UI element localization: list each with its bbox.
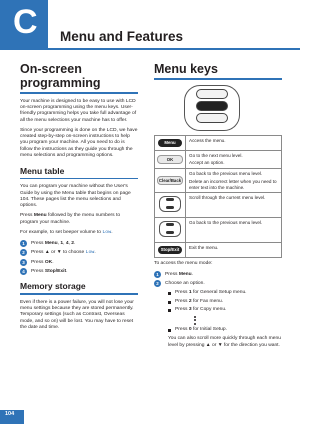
text-run: . xyxy=(191,271,194,277)
desc-cell xyxy=(186,218,282,243)
text-run: . xyxy=(94,250,96,255)
table-row xyxy=(155,135,282,150)
step-number: 3 xyxy=(20,259,27,266)
page-number: 104 xyxy=(5,411,15,417)
chapter-letter: C xyxy=(13,3,38,41)
step-4 xyxy=(20,268,138,275)
menu-table-paragraph-3: For example, to set beeper volume to Low. xyxy=(20,229,113,235)
key-description: Go to the next menu level. xyxy=(189,152,243,158)
key-ref: 2 xyxy=(71,240,75,246)
menu-table-paragraph-2 xyxy=(20,213,138,226)
scroll-tip-paragraph: You can also scroll more quickly through each menu level by pressing ▲ or ▼ for the direction you want. xyxy=(168,336,281,348)
bullet-text xyxy=(175,299,223,306)
up-key-mark xyxy=(166,223,174,226)
table-row xyxy=(155,150,282,169)
key-description: Exit the menu. xyxy=(189,245,219,251)
ellipsis-dots xyxy=(194,316,198,325)
key-description: Delete an incorrect letter when you need to enter text into the machine. xyxy=(189,178,277,190)
key-cell xyxy=(155,218,186,243)
desc-cell xyxy=(186,135,282,150)
section-rule xyxy=(20,178,138,180)
key-cell xyxy=(155,150,186,169)
option-bullet xyxy=(168,327,282,334)
desc-cell xyxy=(186,150,282,169)
desc-cell xyxy=(186,193,282,218)
bullet-marker xyxy=(168,309,171,312)
menu-key-ref: Menu xyxy=(33,213,47,219)
text-run: , xyxy=(68,240,72,246)
section-rule xyxy=(154,78,282,80)
key-description: Accept an option. xyxy=(189,160,225,166)
menu-keys-heading: Menu keys xyxy=(154,62,218,76)
step-1 xyxy=(20,240,138,247)
down-key-illustration xyxy=(196,113,228,123)
clear-back-key-icon: Clear/Back xyxy=(158,178,182,184)
key-ref: 2 xyxy=(188,298,192,304)
step-3 xyxy=(20,259,138,266)
text-run: . xyxy=(52,259,54,265)
step-2 xyxy=(20,249,138,256)
bullet-text xyxy=(175,327,227,334)
text-run: for Copy menu. xyxy=(191,307,227,313)
intro-paragraph-1: Your machine is designed to be easy to use with LCD on-screen programming using the menu keys. User-friendly programming helps you take full advantage of all the menu selections your machine has to offer. xyxy=(20,98,137,123)
up-key-illustration xyxy=(196,89,228,99)
key-description: Go back to the previous menu level. xyxy=(189,220,263,226)
desc-cell xyxy=(186,243,282,258)
key-cell xyxy=(155,243,186,258)
text-run: , xyxy=(57,240,61,246)
key-ref: Menu xyxy=(44,240,58,246)
text-run: Press ▲ or ▼ to choose xyxy=(31,250,86,255)
key-ref: 4 xyxy=(65,240,69,246)
table-row xyxy=(155,243,282,258)
step-number: 4 xyxy=(20,268,27,275)
key-description: Go back to the previous menu level. xyxy=(189,171,263,177)
down-key-mark xyxy=(166,206,174,209)
step-number: 1 xyxy=(154,271,161,278)
key-ref: Stop/Exit xyxy=(44,269,67,274)
option-bullet xyxy=(168,299,282,306)
bullet-marker xyxy=(168,292,171,295)
left-column xyxy=(20,62,138,335)
step-number: 1 xyxy=(20,240,27,247)
step-text xyxy=(31,259,54,266)
key-ref: Menu xyxy=(178,271,192,277)
text-run: Press xyxy=(175,298,189,304)
text-run: for Initial Setup. xyxy=(191,326,227,332)
text-run: Press xyxy=(20,213,34,219)
bullet-text xyxy=(175,307,226,314)
text-run: Press xyxy=(165,271,179,277)
option-bullet xyxy=(168,307,282,314)
tab-divider xyxy=(48,0,50,48)
key-ref: 1 xyxy=(60,240,64,246)
key-ref: OK xyxy=(44,259,53,265)
desc-cell xyxy=(186,169,282,193)
bullet-marker xyxy=(168,301,171,304)
lcd-text: Low xyxy=(85,250,95,255)
access-step-2 xyxy=(154,280,282,287)
ok-key-illustration xyxy=(196,101,228,111)
back-keys-icon xyxy=(159,221,181,237)
step-text xyxy=(31,240,75,247)
step-text xyxy=(31,268,67,275)
text-run: , xyxy=(63,240,66,246)
key-ref: 0 xyxy=(188,326,192,332)
scroll-keys-icon xyxy=(159,196,181,212)
menu-table-paragraph-1: You can program your machine without the User's Guide by using the Menu table that begins on page 104. These pages list the menu selections and options. xyxy=(20,184,131,209)
menu-key-icon: Menu xyxy=(158,139,182,147)
step-number: 2 xyxy=(20,249,27,256)
text-run: Press xyxy=(31,269,45,274)
key-description: Access the menu. xyxy=(189,137,226,143)
section-rule xyxy=(20,293,138,295)
key-description: Scroll through the current menu level. xyxy=(189,195,266,201)
text-run: for Fax menu. xyxy=(191,298,224,304)
down-key-mark xyxy=(166,231,174,234)
text-run: . xyxy=(74,240,76,246)
chapter-tab xyxy=(0,0,48,48)
right-column xyxy=(154,62,282,353)
step-text xyxy=(165,271,193,278)
keypad-illustration xyxy=(184,85,238,131)
access-menu-text: To access the menu mode: xyxy=(154,261,213,267)
key-ref: 1 xyxy=(188,289,192,295)
table-row xyxy=(155,169,282,193)
text-run: Press xyxy=(175,289,189,295)
up-key-mark xyxy=(166,198,174,201)
key-ref: 3 xyxy=(188,307,192,313)
menu-table-heading: Menu table xyxy=(20,165,65,176)
bullet-text xyxy=(175,290,247,297)
step-text xyxy=(31,249,96,256)
key-cell xyxy=(155,135,186,150)
memory-storage-heading: Memory storage xyxy=(20,281,86,291)
text-run: . xyxy=(66,269,68,274)
ok-key-icon: OK xyxy=(157,155,183,164)
bullet-marker xyxy=(168,329,171,332)
table-row xyxy=(155,193,282,218)
text-run: Press xyxy=(31,240,45,246)
stop-exit-key-icon: Stop/Exit xyxy=(158,246,182,254)
header-rule xyxy=(0,48,300,50)
menu-keys-table xyxy=(154,135,282,259)
key-cell xyxy=(155,193,186,218)
text-run: Press xyxy=(175,307,189,313)
text-run: for General Setup menu. xyxy=(191,289,247,295)
intro-paragraph-2: Since your programming is done on the LCD, we have created step-by-step on-screen instructions to help you program your machine. All you need to do is follow the instructions as they guide you through the menu selections and programming options. xyxy=(20,127,138,159)
key-cell xyxy=(155,169,186,193)
memory-storage-paragraph: Even if there is a power failure, you will not lose your menu settings because they are stored permanently. Temporary settings (such as Contrast, Overseas mode, and so on) will be lost. You may have to reset the date and time. xyxy=(20,299,134,331)
access-step-1 xyxy=(154,271,282,278)
chapter-title: Menu and Features xyxy=(60,29,184,44)
section-rule xyxy=(20,92,138,94)
text-run: For example, to set beeper volume to xyxy=(20,229,103,235)
step-number: 2 xyxy=(154,280,161,287)
on-screen-programming-heading: On-screen programming xyxy=(20,62,101,90)
text-run: Press xyxy=(175,326,189,332)
option-bullet xyxy=(168,290,282,297)
step-text: Choose an option. xyxy=(165,281,205,287)
text-run: followed by the menu numbers to program your machine. xyxy=(20,213,121,225)
lcd-text: Low xyxy=(102,229,112,235)
text-run: Press xyxy=(31,259,45,265)
page-number-tab xyxy=(0,410,24,424)
table-row xyxy=(155,218,282,243)
